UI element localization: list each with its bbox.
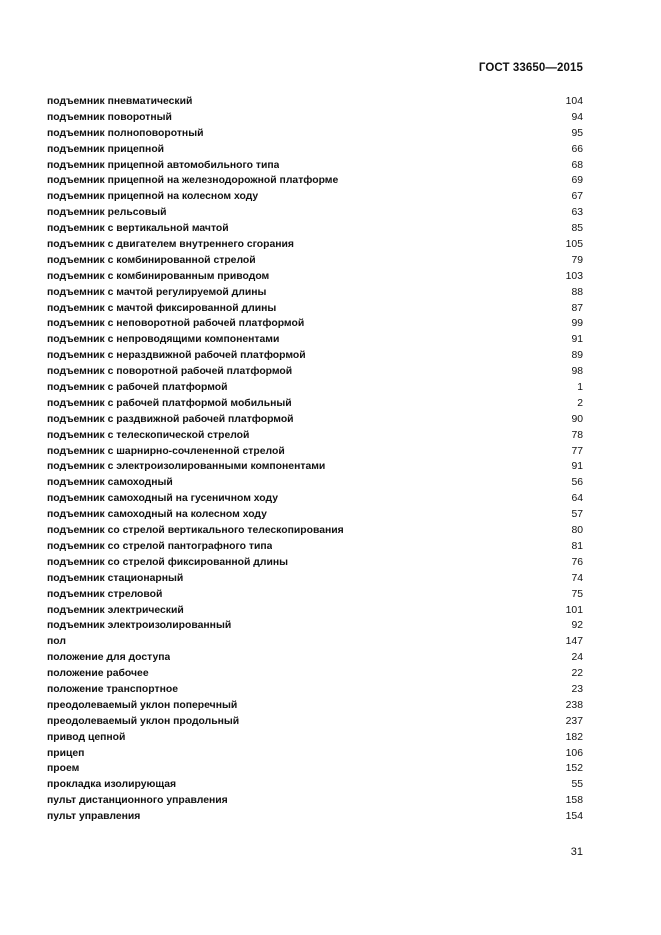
index-entry: [47, 412, 583, 428]
index-entry: [47, 777, 583, 793]
index-entry: [47, 730, 583, 746]
index-term: подъемник прицепной на железнодорожной платформе: [47, 175, 339, 187]
index-entry: [47, 587, 583, 603]
index-page-ref: 87: [571, 302, 583, 314]
index-page-ref: 75: [571, 588, 583, 600]
index-entry: [47, 809, 583, 825]
index-page-ref: 99: [571, 318, 583, 330]
index-page-ref: 237: [565, 715, 583, 727]
index-page-ref: 2: [577, 397, 583, 409]
index-page-ref: 23: [571, 683, 583, 695]
index-entry: [47, 332, 583, 348]
index-entry: [47, 158, 583, 174]
index-term: подъемник с вертикальной мачтой: [47, 223, 229, 235]
index-entry: [47, 396, 583, 412]
index-entry: [47, 698, 583, 714]
index-term: прицеп: [47, 747, 85, 759]
index-term: положение для доступа: [47, 652, 171, 664]
index-page-ref: 79: [571, 254, 583, 266]
index-entry: [47, 380, 583, 396]
index-entry: [47, 94, 583, 110]
index-entry: [47, 110, 583, 126]
index-page-ref: 57: [571, 509, 583, 521]
index-entry: [47, 253, 583, 269]
index-entry: [47, 364, 583, 380]
index-term: прокладка изолирующая: [47, 779, 177, 791]
index-term: пульт управления: [47, 811, 141, 823]
index-term: подъемник самоходный: [47, 477, 173, 489]
index-entry: [47, 491, 583, 507]
index-entry: [47, 316, 583, 332]
index-term: подъемник с шарнирно-сочлененной стрелой: [47, 445, 285, 457]
index-term: подъемник электрический: [47, 604, 184, 616]
index-entry: [47, 173, 583, 189]
subject-index-list: [47, 94, 583, 825]
index-term: подъемник прицепной на колесном ходу: [47, 191, 259, 203]
index-page-ref: 91: [571, 334, 583, 346]
index-term: привод цепной: [47, 731, 126, 743]
index-entry: [47, 507, 583, 523]
index-entry: [47, 682, 583, 698]
index-term: подъемник со стрелой фиксированной длины: [47, 556, 289, 568]
index-entry: [47, 618, 583, 634]
index-entry: [47, 205, 583, 221]
index-term: пол: [47, 636, 66, 648]
index-term: преодолеваемый уклон продольный: [47, 715, 240, 727]
index-term: подъемник с электроизолированными компонентами: [47, 461, 326, 473]
index-entry: [47, 142, 583, 158]
index-entry: [47, 285, 583, 301]
index-entry: [47, 666, 583, 682]
index-term: подъемник пневматический: [47, 96, 193, 107]
index-page-ref: 92: [571, 620, 583, 632]
index-page-ref: 69: [571, 175, 583, 187]
index-term: проем: [47, 763, 80, 775]
index-term: подъемник с мачтой регулируемой длины: [47, 286, 267, 298]
index-page-ref: 67: [571, 191, 583, 203]
index-page-ref: 74: [571, 572, 583, 584]
index-entry: [47, 746, 583, 762]
index-page-ref: 77: [571, 445, 583, 457]
index-term: подъемник с мачтой фиксированной длины: [47, 302, 277, 314]
index-entry: [47, 189, 583, 205]
index-term: преодолеваемый уклон поперечный: [47, 699, 238, 711]
index-entry: [47, 539, 583, 555]
index-page-ref: 98: [571, 366, 583, 378]
index-term: подъемник поворотный: [47, 111, 172, 123]
index-term: подъемник с непроводящими компонентами: [47, 334, 280, 346]
document-header: ГОСТ 33650—2015: [478, 62, 583, 74]
index-entry: [47, 459, 583, 475]
index-term: подъемник с комбинированным приводом: [47, 270, 270, 282]
index-page-ref: 94: [571, 111, 583, 123]
index-term: подъемник с поворотной рабочей платформой: [47, 366, 293, 378]
index-page-ref: 56: [571, 477, 583, 489]
index-term: подъемник с двигателем внутреннего сгорания: [47, 239, 294, 251]
index-page-ref: 101: [565, 604, 583, 616]
index-term: подъемник прицепной: [47, 143, 165, 155]
index-term: подъемник с раздвижной рабочей платформой: [47, 413, 294, 425]
index-entry: [47, 237, 583, 253]
index-term: пульт дистанционного управления: [47, 795, 228, 807]
index-term: подъемник со стрелой вертикального телескопирования: [47, 525, 344, 537]
index-page-ref: 238: [565, 699, 583, 711]
index-page-ref: 85: [571, 223, 583, 235]
index-page-ref: 91: [571, 461, 583, 473]
index-term: подъемник с неповоротной рабочей платформой: [47, 318, 305, 330]
index-page-ref: 147: [565, 636, 583, 648]
index-entry: [47, 634, 583, 650]
index-term: подъемник с нераздвижной рабочей платформой: [47, 350, 306, 362]
index-entry: [47, 428, 583, 444]
index-term: подъемник со стрелой пантографного типа: [47, 540, 273, 552]
index-entry: [47, 348, 583, 364]
index-term: подъемник самоходный на гусеничном ходу: [47, 493, 279, 505]
index-page-ref: 158: [565, 795, 583, 807]
index-page-ref: 154: [565, 811, 583, 823]
index-page-ref: 88: [571, 286, 583, 298]
index-term: подъемник прицепной автомобильного типа: [47, 159, 280, 171]
index-term: подъемник электроизолированный: [47, 620, 232, 632]
index-term: подъемник самоходный на колесном ходу: [47, 509, 267, 521]
index-page-ref: 106: [565, 747, 583, 759]
index-term: подъемник с комбинированной стрелой: [47, 254, 256, 266]
page-number: 31: [570, 846, 583, 858]
index-term: подъемник с телескопической стрелой: [47, 429, 250, 441]
index-term: положение рабочее: [47, 668, 149, 680]
index-page-ref: 66: [571, 143, 583, 155]
index-page-ref: 81: [571, 540, 583, 552]
index-page-ref: 89: [571, 350, 583, 362]
index-entry: [47, 761, 583, 777]
index-entry: [47, 555, 583, 571]
index-term: подъемник рельсовый: [47, 207, 167, 219]
index-page-ref: 24: [571, 652, 583, 664]
index-page-ref: 90: [571, 413, 583, 425]
index-page-ref: 80: [571, 525, 583, 537]
index-page-ref: 152: [565, 763, 583, 775]
index-page-ref: 78: [571, 429, 583, 441]
index-page-ref: 95: [571, 127, 583, 139]
index-page-ref: 103: [565, 270, 583, 282]
index-entry: [47, 603, 583, 619]
index-page-ref: 22: [571, 668, 583, 680]
index-term: положение транспортное: [47, 683, 178, 695]
index-term: подъемник с рабочей платформой мобильный: [47, 397, 292, 409]
index-entry: [47, 523, 583, 539]
index-entry: [47, 714, 583, 730]
index-entry: [47, 221, 583, 237]
index-entry: [47, 793, 583, 809]
index-page-ref: 104: [565, 96, 583, 107]
index-page-ref: 182: [565, 731, 583, 743]
index-entry: [47, 475, 583, 491]
index-entry: [47, 126, 583, 142]
index-page-ref: 63: [571, 207, 583, 219]
index-entry: [47, 650, 583, 666]
index-term: подъемник с рабочей платформой: [47, 382, 228, 394]
index-term: подъемник стационарный: [47, 572, 184, 584]
index-page-ref: 76: [571, 556, 583, 568]
index-entry: [47, 571, 583, 587]
index-page-ref: 55: [571, 779, 583, 791]
index-page-ref: 64: [571, 493, 583, 505]
index-entry: [47, 444, 583, 460]
index-entry: [47, 301, 583, 317]
index-term: подъемник полноповоротный: [47, 127, 204, 139]
index-page-ref: 1: [577, 382, 583, 394]
index-term: подъемник стреловой: [47, 588, 163, 600]
index-page-ref: 105: [565, 239, 583, 251]
index-entry: [47, 269, 583, 285]
index-page-ref: 68: [571, 159, 583, 171]
